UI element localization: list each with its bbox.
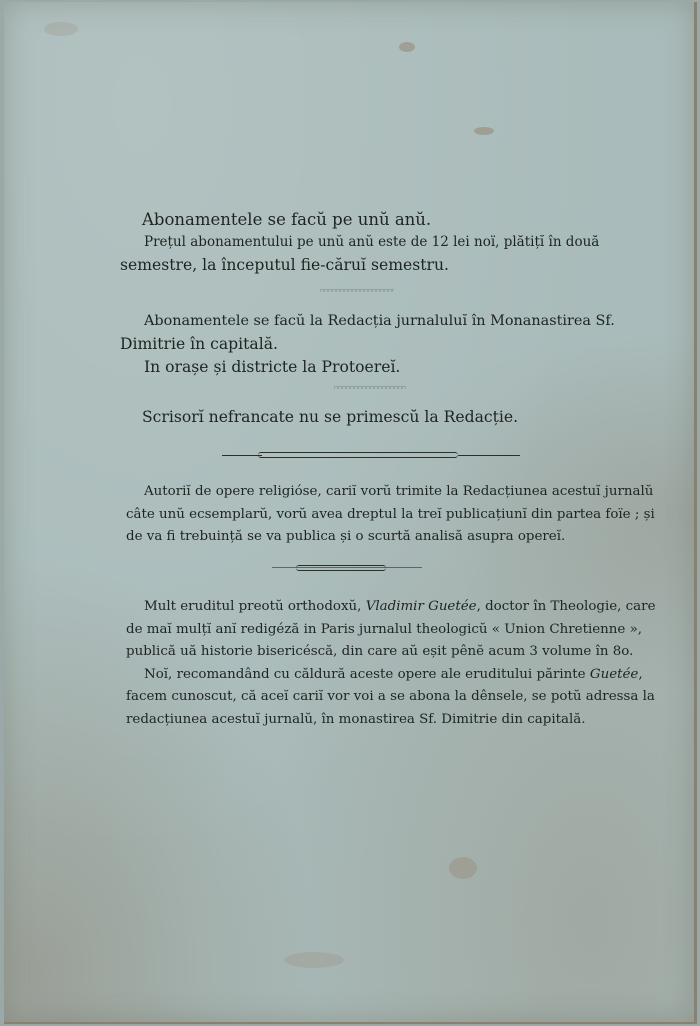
authors-section [126, 481, 671, 549]
book-back-cover [4, 2, 697, 1024]
editorial-line-1: Abonamentele se facŭ la Redacția jurnaluluĭ în Monanastirea Sf. [144, 313, 615, 329]
paper-stain [449, 857, 477, 879]
guetee-line-5: facem cunoscut, că aceĭ cariĭ vor voi a se abona la dênsele, se potŭ adressa la [126, 689, 655, 704]
paper-stain [284, 952, 344, 968]
subscription-line-2: Prețul abonamentului pe unŭ anŭ este de 12 lei noï, plătițĭ în două [144, 234, 600, 250]
editorial-line-2: Dimitrie în capitală. [120, 335, 278, 353]
guetee-line-6: redacțiunea acestuĭ jurnalŭ, în monastirea Sf. Dimitrie din capitală. [126, 711, 586, 727]
paper-stain [474, 127, 494, 135]
editorial-line-3: In orașe și districte la Protoereĭ. [144, 358, 401, 376]
letters-line-1: Scrisorĭ nefrancate nu se primescŭ la Redacție. [142, 408, 519, 426]
guetee-line-1-pre: Mult eruditul preotŭ orthodoxŭ, [144, 599, 366, 614]
authors-line-1: Autoriĭ de opere religióse, cariĭ vorŭ trimite la Redacțiunea acestuĭ jurnalŭ [144, 484, 654, 499]
letters-section [142, 406, 542, 429]
ornament-divider [258, 452, 458, 458]
ornament-rule-left [222, 455, 262, 456]
guetee-line-4 [126, 664, 671, 687]
subscription-line-3: semestre, la începutul fie-căruĭ semestru. [120, 256, 449, 274]
author-name: Vladimir Guetée [365, 599, 477, 614]
guetee-line-3: publică uă historie bisericéscă, din care aŭ eșit pênĕ acum 3 volume în 8o. [126, 644, 634, 659]
ornament-rule-right [458, 455, 520, 456]
author-name-short: Guetée [589, 666, 639, 682]
guetee-line-1 [126, 596, 671, 619]
guetee-line-4-post: , [638, 666, 643, 682]
wavy-divider [334, 385, 406, 389]
guetee-line-2: de maĭ mulțĭ anĭ redigéză in Paris jurnalul theologicŭ « Union Chretienne », [126, 621, 643, 637]
subscription-price [120, 231, 600, 277]
subscription-line-1: Abonamentele se facŭ pe unŭ anŭ. [142, 210, 432, 229]
paper-stain [399, 42, 415, 52]
editorial-section [120, 310, 620, 379]
authors-line-3: de va fi trebuință se va publica și o scurtă analisă asupra opereĭ. [126, 529, 566, 544]
paper-stain [44, 22, 78, 36]
authors-line-2: câte unŭ ecsemplarŭ, vorŭ avea dreptul la treĭ publicațiunĭ din partea foïe ; și [126, 506, 655, 522]
guetee-line-4-pre: Noĭ, recomandând cu căldură aceste opere ale eruditului părinte [144, 666, 590, 682]
small-ornament-divider [296, 565, 386, 571]
subscription-section [142, 208, 487, 231]
wavy-divider [320, 288, 394, 292]
guetee-line-1-post: , doctor în Theologie, care [476, 599, 656, 614]
small-ornament-rule [272, 567, 422, 568]
guetee-section [126, 596, 671, 731]
